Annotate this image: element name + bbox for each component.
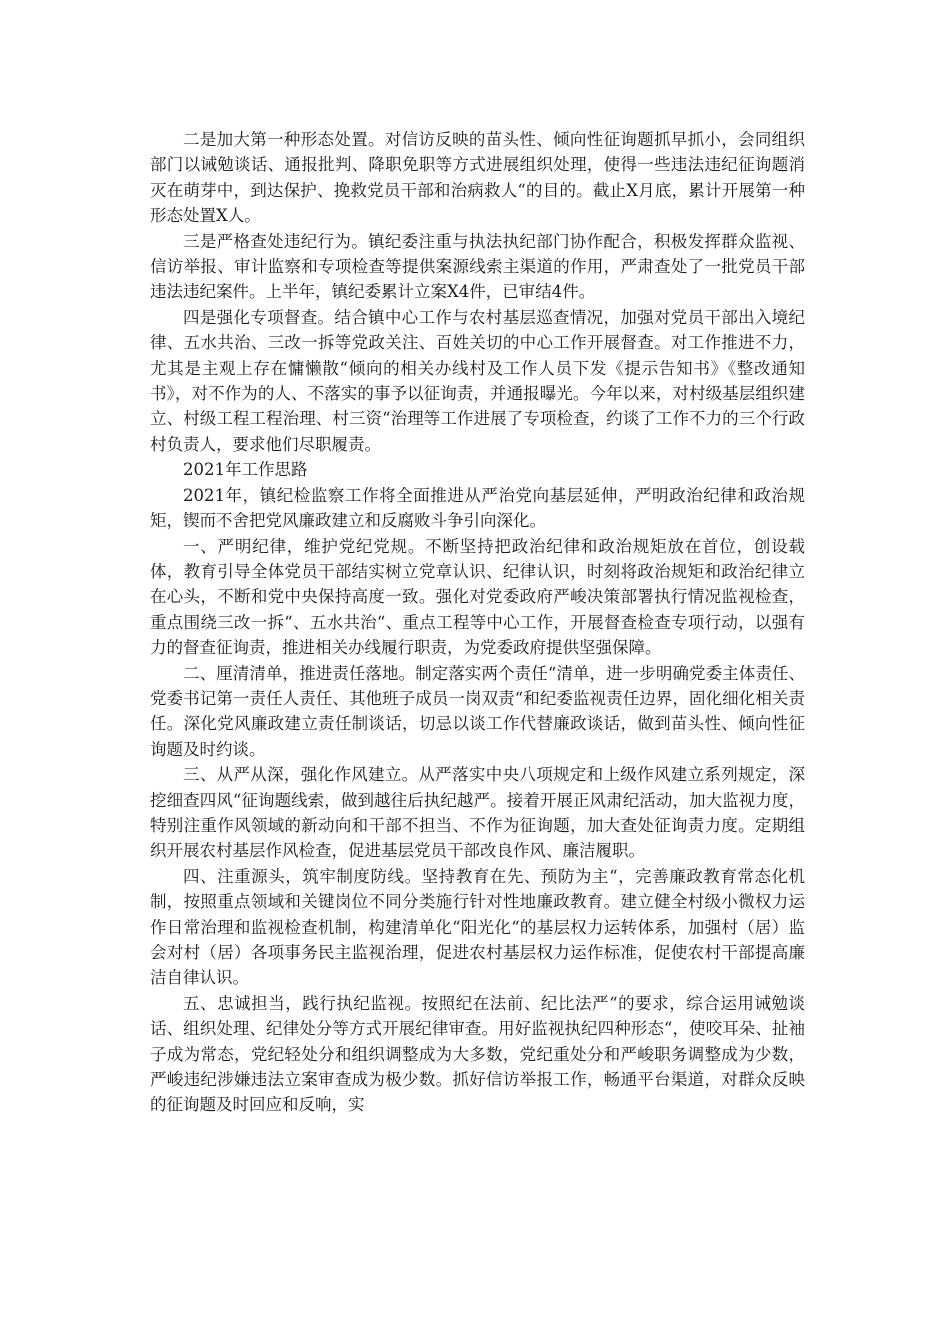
paragraph-special-supervision: 四是强化专项督查。结合镇中心工作与农村基层巡查情况，加强对党员干部出入境纪律、五水共治、三改一拆等党政关注、百姓关切的中心工作开展督查。对工作推进不力，尤其是主观上存在慵懒散“倾向的相关办线村及工作人员下发《提示告知书》《整改通知书》，对不作为的人、不落实的事予以征询责，并通报曝光。今年以来，对村级基层组织建立、村级工程工程治理、村三资“治理等工作进展了专项检查，约谈了工作不力的三个行政村负责人，要求他们尽职履责。	[150, 307, 805, 454]
paragraph-point-five: 五、忠诚担当，践行执纪监视。按照纪在法前、纪比法严“的要求，综合运用诫勉谈话、组织处理、纪律处分等方式开展纪律审查。用好监视执纪四种形态“，使咬耳朵、扯袖子成为常态，党纪轻处分和组织调整成为大多数，党纪重处分和严峻职务调整成为少数，严峻违纪涉嫌违法立案审查成为极少数。抓好信访举报工作，畅通平台渠道，对群众反映的征询题及时回应和反响，实	[150, 993, 805, 1115]
paragraph-point-two: 二、厘清清单，推进责任落地。制定落实两个责任“清单，进一步明确党委主体责任、党委书记第一责任人责任、其他班子成员一岗双责“和纪委监视责任边界，固化细化相关责任。深化党风廉政建立责任制谈话，切忌以谈工作代替廉政谈话，做到苗头性、倾向性征询题及时约谈。	[150, 663, 805, 759]
section-heading-work-plan: 2021年工作思路	[183, 460, 308, 480]
paragraph-point-one: 一、严明纪律，维护党纪党规。不断坚持把政治纪律和政治规矩放在首位，创设载体，教育引导全体党员干部结实树立党章认识、纪律认识，时刻将政治规矩和政治纪律立在心头，不断和党中央保持高度一致。强化对党委政府严峻决策部署执行情况监视检查，重点围绕三改一拆“、五水共治“、重点工程等中心工作，开展督查检查专项行动，以强有力的督查征询责，推进相关办线履行职责，为党委政府提供坚强保障。	[150, 536, 805, 658]
paragraph-first-form-handling: 二是加大第一种形态处置。对信访反映的苗头性、倾向性征询题抓早抓小，会同组织部门以诫勉谈话、通报批判、降职免职等方式进展组织处理，使得一些违法违纪征询题消灭在萌芽中，到达保护、挽救党员干部和治病救人“的目的。截止X月底，累计开展第一种形态处置X人。	[150, 130, 805, 226]
paragraph-work-plan-intro: 2021年，镇纪检监察工作将全面推进从严治党向基层延伸，严明政治纪律和政治规矩，锲而不舍把党风廉政建立和反腐败斗争引向深化。	[150, 485, 805, 531]
document-body	[150, 127, 805, 1118]
paragraph-point-four: 四、注重源头，筑牢制度防线。坚持教育在先、预防为主“，完善廉政教育常态化机制，按照重点领域和关键岗位不同分类施行针对性地廉政教育。建立健全村级小微权力运作日常治理和监视检查机制，构建清单化“阳光化“的基层权力运转体系，加强村（居）监会对村（居）各项事务民主监视治理，促进农村基层权力运作标准，促使农村干部提高廉洁自律认识。	[150, 866, 805, 988]
paragraph-investigate-violations: 三是严格查处违纪行为。镇纪委注重与执法执纪部门协作配合，积极发挥群众监视、信访举报、审计监察和专项检查等提供案源线索主渠道的作用，严肃查处了一批党员干部违法违纪案件。上半年，镇纪委累计立案X4件，已审结4件。	[150, 231, 805, 302]
paragraph-point-three: 三、从严从深，强化作风建立。从严落实中央八项规定和上级作风建立系列规定，深挖细查四风“征询题线索，做到越往后执纪越严。接着开展正风肃纪活动，加大监视力度，特别注重作风领域的新动向和干部不担当、不作为征询题，加大查处征询责力度。定期组织开展农村基层作风检查，促进基层党员干部改良作风、廉洁履职。	[150, 765, 805, 861]
